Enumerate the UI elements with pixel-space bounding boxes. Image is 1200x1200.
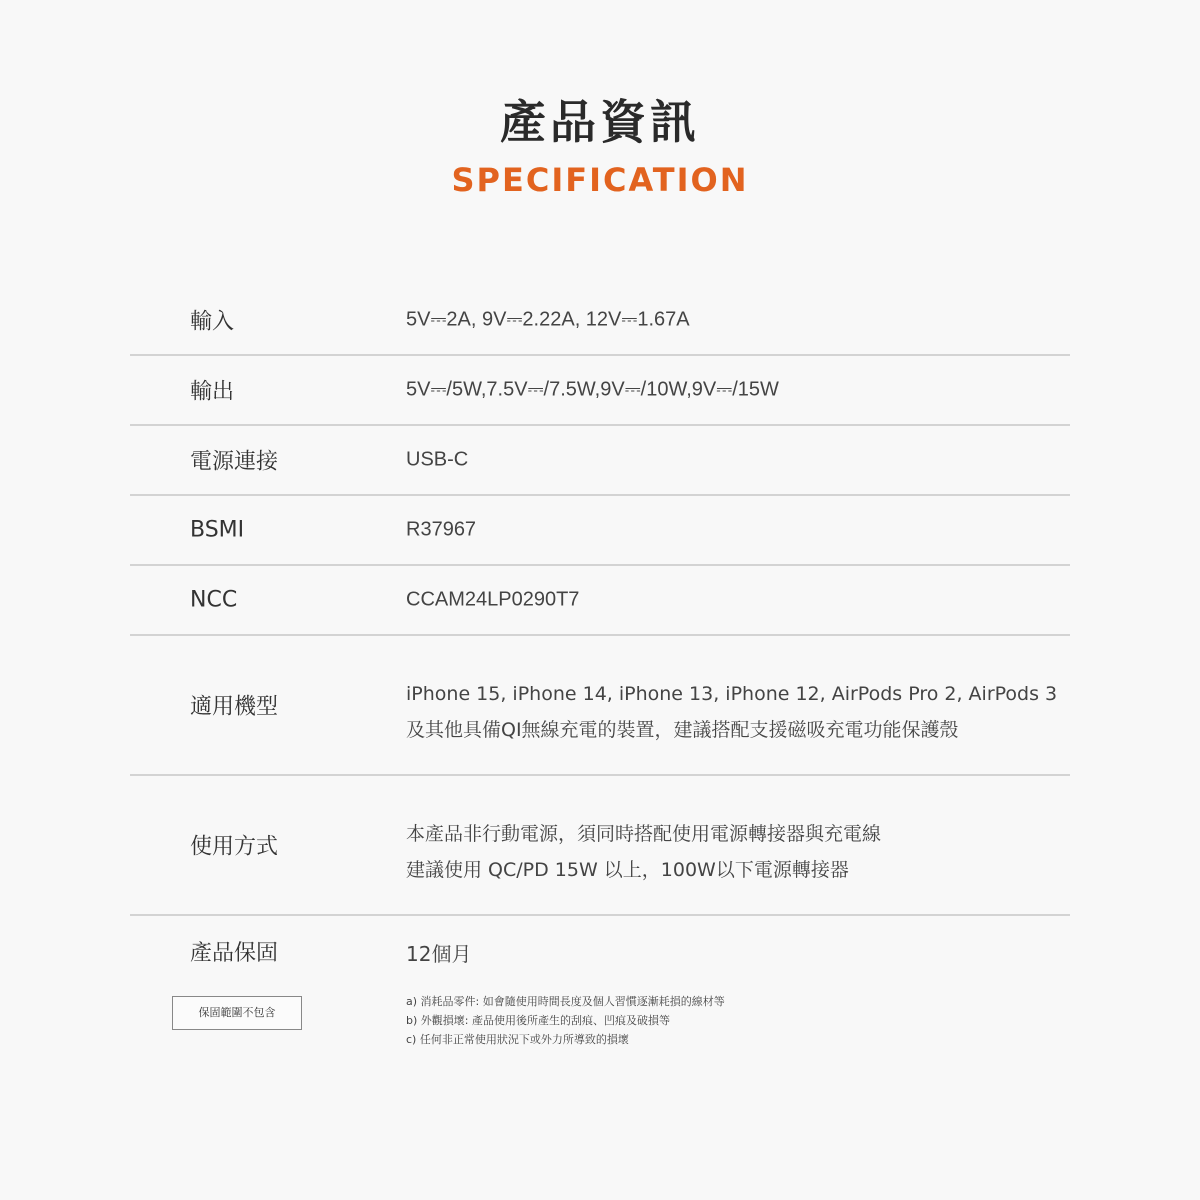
- usage-line: 建議使用 QC/PD 15W 以上，100W以下電源轉接器: [406, 859, 849, 881]
- compatible-line: iPhone 15, iPhone 14, iPhone 13, iPhone 12, AirPods Pro 2, AirPods 3: [406, 683, 1058, 705]
- spec-label: NCC: [190, 587, 238, 613]
- exclusion-item: b) 外觀損壞: 產品使用後所產生的刮痕、凹痕及破損等: [406, 1014, 670, 1027]
- spec-row-ncc: [130, 566, 1070, 636]
- spec-value: [406, 676, 1057, 748]
- usage-line: 本產品非行動電源，須同時搭配使用電源轉接器與充電線: [406, 823, 882, 845]
- spec-label: 輸入: [190, 309, 235, 335]
- spec-row-input: [130, 286, 1070, 356]
- page-title: 產品資訊: [500, 95, 700, 149]
- spec-row-output: [130, 356, 1070, 426]
- page-subtitle: SPECIFICATION: [451, 161, 749, 199]
- spec-value: CCAM24LP0290T7: [406, 588, 580, 611]
- spec-row-warranty: [130, 916, 1070, 1086]
- spec-row-bsmi: [130, 496, 1070, 566]
- warranty-exclusion-badge: 保固範圍不包含: [172, 996, 302, 1030]
- spec-value: R37967: [406, 518, 477, 541]
- spec-row-compatible-models: [130, 636, 1070, 776]
- spec-label: 電源連接: [190, 449, 279, 475]
- warranty-exclusion-list: [406, 992, 725, 1049]
- spec-value: 5V⎓/5W,7.5V⎓/7.5W,9V⎓/10W,9V⎓/15W: [406, 378, 779, 401]
- spec-row-power-connection: [130, 426, 1070, 496]
- header: [0, 92, 1200, 200]
- spec-value: 12個月: [406, 942, 472, 966]
- spec-label: 產品保固: [190, 941, 279, 966]
- spec-label: BSMI: [190, 517, 245, 543]
- spec-value: [406, 816, 881, 888]
- spec-row-usage: [130, 776, 1070, 916]
- spec-value: USB-C: [406, 448, 469, 471]
- compatible-line: 及其他具備QI無線充電的裝置，建議搭配支援磁吸充電功能保護殼: [406, 719, 959, 741]
- exclusion-item: c) 任何非正常使用狀況下或外力所導致的損壞: [406, 1033, 629, 1046]
- exclusion-item: a) 消耗品零件: 如會隨使用時間長度及個人習慣逐漸耗損的線材等: [406, 995, 725, 1008]
- spec-table: [130, 286, 1070, 1086]
- spec-value: 5V⎓2A, 9V⎓2.22A, 12V⎓1.67A: [406, 308, 690, 331]
- spec-label: 使用方式: [190, 834, 279, 860]
- spec-label: 適用機型: [190, 694, 279, 720]
- spec-label: 輸出: [190, 379, 235, 405]
